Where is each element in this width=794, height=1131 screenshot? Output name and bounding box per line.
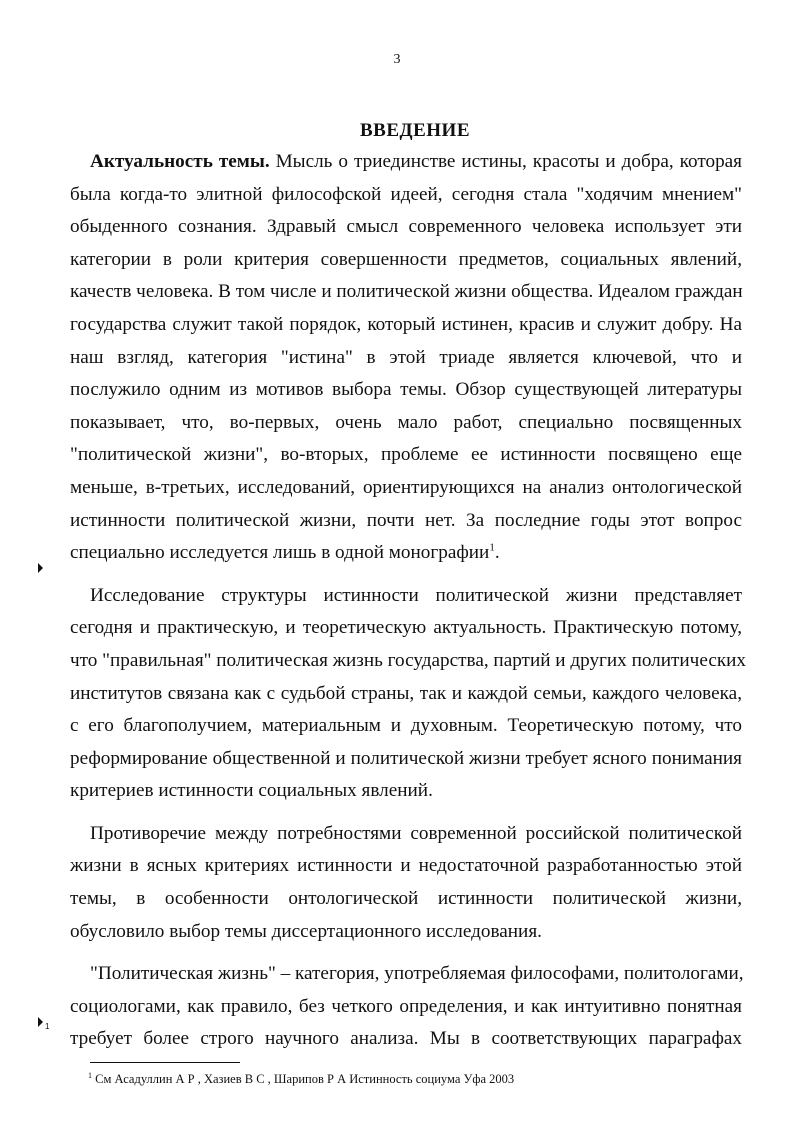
text-line: наш взгляд, категория "истина" в этой триаде является ключевой, что и [70,346,742,368]
text-line: Исследование структуры истинности политической жизни представляет [90,584,742,606]
text-line: показывает, что, во-первых, очень мало работ, специально посвященных [70,411,742,433]
text-line: что "правильная" политическая жизнь государства, партий и других политических [70,649,747,671]
paragraph-lead: Актуальность темы. [90,151,270,172]
margin-marker-icon [38,1017,43,1027]
margin-marker-index: 1 [45,1022,50,1031]
text-line: институтов связана как с судьбой страны, так и каждой семьи, каждого человека, [70,682,742,704]
text-line: государства служит такой порядок, который истинен, красив и служит добру. На [70,313,742,335]
footnote-marker: 1 [88,1070,92,1080]
text-line: Актуальность темы. Мысль о триединстве истины, красоты и добра, которая [90,151,743,172]
paragraph-relevance [70,146,742,570]
page-number: 3 [393,52,401,67]
text-line: качеств человека. В том числе и политической жизни общества. Идеалом граждан [70,281,743,303]
text-line: специально исследуется лишь в одной монографии$^1$. [70,541,500,564]
text-line: "политической жизни", во-вторых, проблеме ее истинности посвящено еще [70,444,742,466]
text-line: была когда-то элитной философской идеей, сегодня стала "ходячим мнением" [70,183,742,205]
text-line: "Политическая жизнь" – категория, употребляемая философами, политологами, [90,963,744,985]
paragraph-contradiction [70,818,742,948]
text-line: реформирование общественной и политической жизни требует ясного понимания [70,747,742,769]
footnote-divider [90,1062,240,1063]
main-text [70,146,747,1056]
text-line: критериев истинности социальных явлений. [70,780,433,802]
text-line: темы, в особенности онтологической истинности политической жизни, [70,888,742,910]
text-line: обусловило выбор темы диссертационного исследования. [70,920,542,942]
section-heading: ВВЕДЕНИЕ [360,120,470,141]
text-line: сегодня и практическую, и теоретическую актуальность. Практическую потому, [70,617,742,639]
margin-marker-icon [38,563,43,573]
text-line: с его благополучием, материальным и духовным. Теоретическую потому, что [70,715,742,737]
text-line: истинности политической жизни, почти нет. За последние годы этот вопрос [70,509,742,531]
text-line: категории в роли критерия совершенности предметов, социальных явлений, [70,248,742,270]
text-line: послужило одним из мотивов выбора темы. Обзор существующей литературы [70,379,742,401]
text-line: жизни в ясных критериях истинности и недостаточной разработанностью этой [70,855,742,877]
text-line: требует более строго научного анализа. Мы в соответствующих параграфах [70,1028,742,1050]
text-line: социологами, как правило, без четкого определения, и как интуитивно понятная [70,995,742,1017]
text-line: меньше, в-третьих, исследований, ориентирующихся на анализ онтологической [70,476,742,498]
paragraph-political-life [70,958,742,1056]
footnote: $^1$ См Асадуллин А Р , Хазиев В С , Шарипов Р А Истинность социума Уфа 2003 [88,1070,515,1086]
text-line: обыденного сознания. Здравый смысл современного человека использует эти [70,216,742,238]
text-line: Противоречие между потребностями современной российской политической [90,822,742,844]
paragraph-research-structure [70,580,747,808]
footnote-reference: 1 [489,541,495,554]
